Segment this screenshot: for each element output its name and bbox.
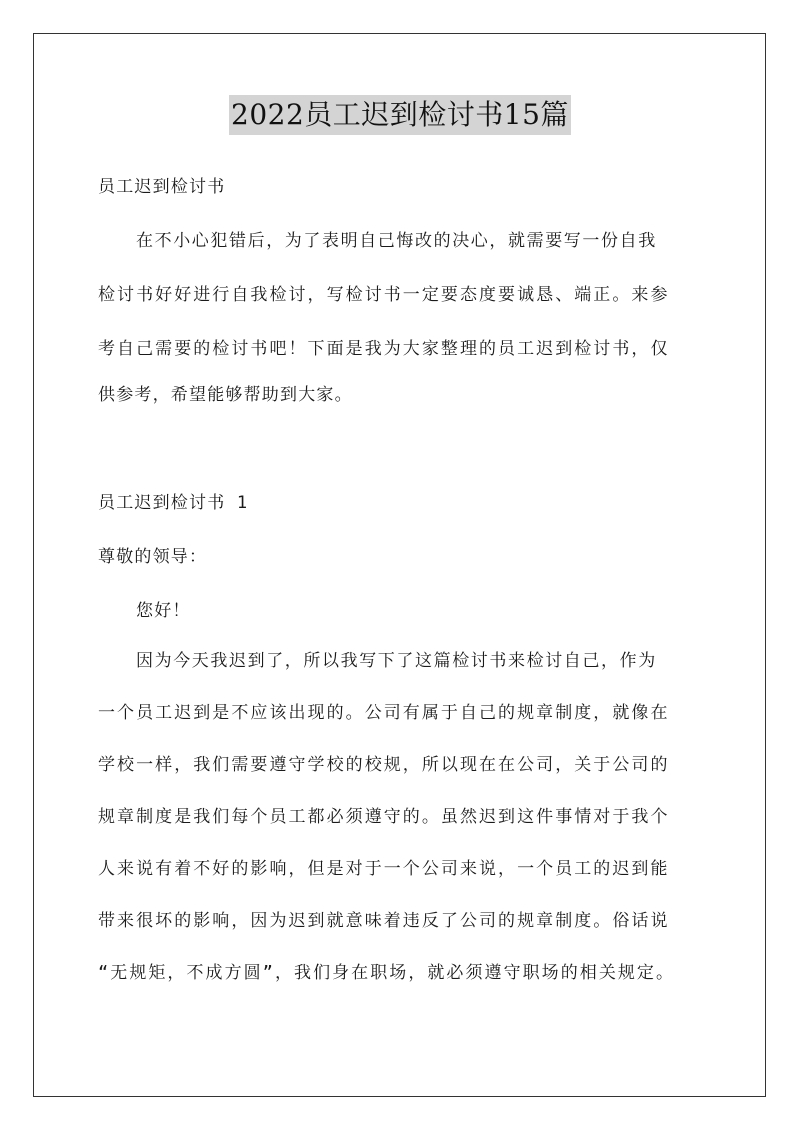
salutation: 尊敬的领导： [98, 547, 208, 567]
document-title: 2022员工迟到检讨书15篇 [229, 95, 571, 135]
intro-line: 检讨书好好进行自我检讨，写检讨书一定要态度要诚恳、端正。来参 [98, 285, 670, 305]
body-line: 人来说有着不好的影响，但是对于一个公司来说，一个员工的迟到能 [98, 859, 670, 879]
intro-line: 在不小心犯错后，为了表明自己悔改的决心，就需要写一份自我 [136, 231, 657, 251]
intro-line: 供参考，希望能够帮助到大家。 [98, 385, 353, 405]
title-container [0, 95, 800, 135]
body-line: 因为今天我迟到了，所以我写下了这篇检讨书来检讨自己，作为 [136, 651, 657, 671]
document-heading: 员工迟到检讨书 [98, 177, 226, 197]
body-line: 学校一样，我们需要遵守学校的校规，所以现在在公司，关于公司的 [98, 755, 670, 775]
greeting: 您好！ [136, 601, 191, 621]
body-line: 一个员工迟到是不应该出现的。公司有属于自己的规章制度，就像在 [98, 703, 670, 723]
body-line: 带来很坏的影响，因为迟到就意味着违反了公司的规章制度。俗话说 [98, 911, 670, 931]
body-line: 规章制度是我们每个员工都必须遵守的。虽然迟到这件事情对于我个 [98, 807, 670, 827]
body-line: “无规矩，不成方圆”，我们身在职场，就必须遵守职场的相关规定。 [98, 963, 676, 983]
section-heading: 员工迟到检讨书 1 [98, 493, 249, 513]
intro-line: 考自己需要的检讨书吧！下面是我为大家整理的员工迟到检讨书，仅 [98, 339, 670, 359]
